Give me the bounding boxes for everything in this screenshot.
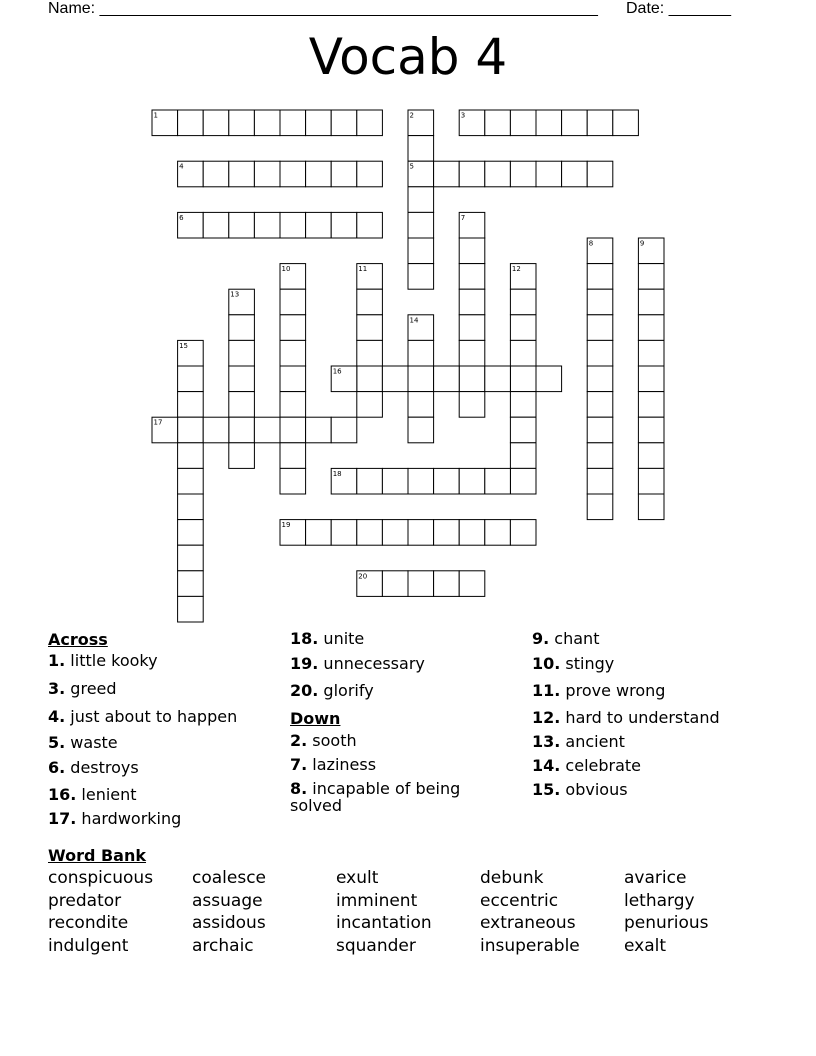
grid-cell[interactable]	[357, 520, 383, 546]
grid-cell[interactable]	[638, 392, 664, 418]
grid-cell[interactable]	[280, 212, 306, 238]
grid-cell[interactable]	[280, 417, 306, 443]
grid-cell[interactable]	[178, 468, 204, 494]
grid-cell[interactable]	[280, 366, 306, 392]
clue-number: 16.	[48, 785, 77, 804]
grid-cell[interactable]	[331, 161, 357, 187]
grid-cell[interactable]	[280, 110, 306, 136]
grid-cell[interactable]	[382, 468, 408, 494]
clue-number: 14.	[532, 756, 561, 775]
clue-text: just about to happen	[65, 707, 238, 726]
grid-cell[interactable]	[331, 212, 357, 238]
grid-cell[interactable]	[229, 443, 255, 469]
grid-cell[interactable]	[178, 571, 204, 597]
clue-text: chant	[549, 629, 600, 648]
grid-cell[interactable]	[357, 340, 383, 366]
grid-cell[interactable]	[408, 366, 434, 392]
grid-cell[interactable]	[229, 417, 255, 443]
grid-cell[interactable]	[408, 136, 434, 162]
word-bank-item: assuage	[192, 891, 263, 911]
clue-text: little kooky	[65, 651, 158, 670]
word-bank-item: predator	[48, 891, 122, 911]
grid-cell[interactable]	[638, 494, 664, 520]
grid-cell[interactable]	[331, 417, 357, 443]
grid-cell[interactable]	[510, 110, 536, 136]
clue-number-label: 16	[332, 367, 342, 376]
clue-item	[290, 732, 357, 749]
clue-text: lenient	[76, 785, 137, 804]
grid-cell[interactable]	[408, 340, 434, 366]
grid-cell[interactable]	[280, 468, 306, 494]
clue-number-label: 12	[511, 265, 521, 274]
grid-cell[interactable]	[510, 340, 536, 366]
clue-text: incapable of being solved	[290, 779, 461, 815]
grid-cell[interactable]	[459, 392, 485, 418]
grid-cell[interactable]	[638, 264, 664, 290]
down-heading: Down	[290, 709, 341, 728]
grid-cell[interactable]	[357, 392, 383, 418]
grid-cell[interactable]	[357, 289, 383, 315]
grid-cell[interactable]	[382, 571, 408, 597]
clue-item	[532, 781, 628, 798]
clue-text: destroys	[65, 758, 139, 777]
date-field-label: Date: _______	[626, 0, 731, 17]
grid-cell[interactable]	[306, 110, 332, 136]
grid-cell[interactable]	[357, 366, 383, 392]
grid-cell[interactable]	[357, 110, 383, 136]
grid-cell[interactable]	[536, 110, 562, 136]
grid-cell[interactable]	[587, 289, 613, 315]
grid-cell[interactable]	[434, 366, 460, 392]
grid-cell[interactable]	[229, 161, 255, 187]
clue-number: 10.	[532, 654, 561, 673]
grid-cell[interactable]	[510, 392, 536, 418]
grid-cell[interactable]	[254, 212, 280, 238]
grid-cell[interactable]	[613, 110, 639, 136]
word-bank-item: lethargy	[624, 891, 695, 911]
grid-cell[interactable]	[638, 289, 664, 315]
grid-cell[interactable]	[178, 366, 204, 392]
grid-cell[interactable]	[485, 161, 511, 187]
clue-number: 7.	[290, 755, 308, 774]
grid-cell[interactable]	[280, 289, 306, 315]
grid-cell[interactable]	[638, 468, 664, 494]
clue-text: greed	[65, 679, 117, 698]
grid-cell[interactable]	[587, 494, 613, 520]
clue-number-label: 19	[281, 521, 291, 530]
grid-cell[interactable]	[485, 366, 511, 392]
grid-cell[interactable]	[434, 571, 460, 597]
grid-cell[interactable]	[254, 161, 280, 187]
word-bank-item: recondite	[48, 913, 129, 933]
grid-cell[interactable]	[485, 110, 511, 136]
grid-cell[interactable]	[459, 340, 485, 366]
clue-number-label: 13	[230, 290, 240, 299]
grid-cell[interactable]	[638, 417, 664, 443]
grid-cell[interactable]	[229, 110, 255, 136]
grid-cell[interactable]	[510, 289, 536, 315]
word-bank-item: eccentric	[480, 891, 559, 911]
grid-cell[interactable]	[587, 417, 613, 443]
grid-cell[interactable]	[178, 545, 204, 571]
grid-cell[interactable]	[510, 520, 536, 546]
clue-item	[532, 682, 665, 699]
clue-number-label: 5	[409, 162, 414, 171]
grid-cell[interactable]	[510, 417, 536, 443]
word-bank-item: penurious	[624, 913, 709, 933]
clue-item	[290, 682, 374, 699]
grid-cell[interactable]	[485, 468, 511, 494]
grid-cell[interactable]	[587, 315, 613, 341]
clue-number-label: 10	[281, 265, 291, 274]
clue-text: waste	[65, 733, 118, 752]
grid-cell[interactable]	[229, 366, 255, 392]
clue-text: obvious	[560, 780, 628, 799]
grid-cell[interactable]	[510, 161, 536, 187]
page-title: Vocab 4	[308, 28, 508, 86]
name-field-label: Name: ________________________________________________________	[48, 0, 598, 17]
grid-cell[interactable]	[536, 366, 562, 392]
clue-number-label: 20	[358, 572, 368, 581]
grid-cell[interactable]	[459, 161, 485, 187]
grid-cell[interactable]	[459, 571, 485, 597]
grid-cell[interactable]	[178, 417, 204, 443]
clue-number-label: 2	[409, 111, 414, 120]
word-bank-item: incantation	[336, 913, 432, 933]
clue-item	[532, 757, 641, 774]
clue-number: 5.	[48, 733, 66, 752]
clue-text: sooth	[307, 731, 357, 750]
grid-cell[interactable]	[408, 468, 434, 494]
clue-number: 12.	[532, 708, 561, 727]
grid-cell[interactable]	[459, 315, 485, 341]
clue-item	[532, 709, 720, 726]
grid-cell[interactable]	[434, 520, 460, 546]
clue-number: 20.	[290, 681, 319, 700]
grid-cell[interactable]	[408, 417, 434, 443]
grid-cell[interactable]	[638, 315, 664, 341]
word-bank-heading: Word Bank	[48, 846, 147, 865]
clue-number: 18.	[290, 629, 319, 648]
grid-cell[interactable]	[459, 366, 485, 392]
clue-number-label: 1	[153, 111, 158, 120]
grid-cell[interactable]	[306, 417, 332, 443]
grid-cell[interactable]	[203, 110, 229, 136]
grid-cell[interactable]	[408, 520, 434, 546]
grid-cell[interactable]	[254, 110, 280, 136]
grid-cell[interactable]	[382, 366, 408, 392]
grid-cell[interactable]	[280, 340, 306, 366]
grid-cell[interactable]	[459, 468, 485, 494]
grid-cell[interactable]	[357, 212, 383, 238]
grid-cell[interactable]	[331, 110, 357, 136]
clue-number: 8.	[290, 779, 308, 798]
grid-cell[interactable]	[459, 264, 485, 290]
clue-item	[290, 780, 480, 814]
clue-item	[48, 652, 158, 669]
clue-text: ancient	[560, 732, 625, 751]
grid-cell[interactable]	[203, 161, 229, 187]
grid-cell[interactable]	[280, 161, 306, 187]
word-bank-item: imminent	[336, 891, 418, 911]
grid-cell[interactable]	[408, 187, 434, 213]
grid-cell[interactable]	[408, 264, 434, 290]
word-bank-item: conspicuous	[48, 868, 154, 888]
grid-cell[interactable]	[434, 161, 460, 187]
clue-number: 6.	[48, 758, 66, 777]
clue-number-label: 8	[588, 239, 594, 248]
clue-item	[532, 630, 599, 647]
word-bank-item: insuperable	[480, 936, 580, 956]
grid-cell[interactable]	[280, 315, 306, 341]
grid-cell[interactable]	[357, 468, 383, 494]
clue-number: 9.	[532, 629, 550, 648]
clue-number: 2.	[290, 731, 308, 750]
grid-cell[interactable]	[306, 161, 332, 187]
grid-cell[interactable]	[434, 468, 460, 494]
grid-cell[interactable]	[562, 161, 588, 187]
grid-cell[interactable]	[280, 392, 306, 418]
grid-cell[interactable]	[229, 392, 255, 418]
word-bank-item: debunk	[480, 868, 544, 888]
clue-item	[532, 733, 625, 750]
clue-number: 17.	[48, 809, 77, 828]
grid-cell[interactable]	[306, 520, 332, 546]
clue-text: celebrate	[560, 756, 642, 775]
clue-item	[290, 655, 425, 672]
grid-cell[interactable]	[229, 315, 255, 341]
clue-number: 13.	[532, 732, 561, 751]
clue-text: hardworking	[76, 809, 182, 828]
clue-text: unnecessary	[318, 654, 425, 673]
grid-cell[interactable]	[510, 366, 536, 392]
clue-item	[48, 786, 137, 803]
clue-item	[48, 734, 118, 751]
clue-number-label: 4	[179, 162, 184, 171]
clue-text: glorify	[318, 681, 374, 700]
grid-cell[interactable]	[510, 315, 536, 341]
grid-cell[interactable]	[587, 443, 613, 469]
grid-cell[interactable]	[587, 264, 613, 290]
grid-cell[interactable]	[638, 366, 664, 392]
grid-cell[interactable]	[382, 520, 408, 546]
grid-cell[interactable]	[459, 238, 485, 264]
clue-item	[48, 708, 237, 725]
clue-number: 3.	[48, 679, 66, 698]
clue-item	[48, 759, 139, 776]
word-bank-item: assidous	[192, 913, 266, 933]
grid-cell[interactable]	[587, 366, 613, 392]
clue-item	[48, 680, 117, 697]
clue-number-label: 18	[332, 469, 342, 478]
grid-cell[interactable]	[638, 340, 664, 366]
clue-text: prove wrong	[560, 681, 666, 700]
clue-item	[48, 810, 181, 827]
grid-cell[interactable]	[178, 392, 204, 418]
word-bank-item: indulgent	[48, 936, 129, 956]
grid-cell[interactable]	[178, 520, 204, 546]
grid-cell[interactable]	[587, 110, 613, 136]
grid-cell[interactable]	[510, 443, 536, 469]
grid-cell[interactable]	[357, 315, 383, 341]
clue-number-label: 14	[409, 316, 419, 325]
grid-cell[interactable]	[562, 110, 588, 136]
word-bank-item: exalt	[624, 936, 667, 956]
grid-cell[interactable]	[510, 468, 536, 494]
clue-text: laziness	[307, 755, 377, 774]
clue-number-label: 9	[639, 239, 645, 248]
grid-cell[interactable]	[408, 392, 434, 418]
grid-cell[interactable]	[178, 110, 204, 136]
clue-text: stingy	[560, 654, 615, 673]
grid-cell[interactable]	[178, 494, 204, 520]
word-bank-item: coalesce	[192, 868, 267, 888]
clue-number: 1.	[48, 651, 66, 670]
word-bank-item: archaic	[192, 936, 254, 956]
clue-number-label: 15	[179, 341, 189, 350]
clue-item	[290, 630, 364, 647]
word-bank-item: extraneous	[480, 913, 576, 933]
grid-cell[interactable]	[587, 392, 613, 418]
word-bank-item: squander	[336, 936, 416, 956]
grid-cell[interactable]	[638, 443, 664, 469]
grid-cell[interactable]	[587, 161, 613, 187]
clue-number: 19.	[290, 654, 319, 673]
grid-cell[interactable]	[229, 340, 255, 366]
grid-cell[interactable]	[536, 161, 562, 187]
clue-text: unite	[318, 629, 365, 648]
grid-cell[interactable]	[280, 443, 306, 469]
clue-number-label: 17	[153, 418, 163, 427]
clue-item	[532, 655, 614, 672]
grid-cell[interactable]	[357, 161, 383, 187]
clue-number-label: 7	[460, 213, 466, 222]
grid-cell[interactable]	[178, 443, 204, 469]
clue-number-label: 6	[179, 213, 184, 222]
grid-cell[interactable]	[485, 520, 511, 546]
grid-cell[interactable]	[408, 238, 434, 264]
grid-cell[interactable]	[306, 212, 332, 238]
clue-number-label: 3	[460, 111, 466, 120]
across-heading: Across	[48, 630, 108, 649]
grid-cell[interactable]	[254, 417, 280, 443]
word-bank-item: exult	[336, 868, 379, 888]
grid-cell[interactable]	[229, 212, 255, 238]
grid-cell[interactable]	[178, 596, 204, 622]
grid-cell[interactable]	[203, 212, 229, 238]
grid-cell[interactable]	[459, 289, 485, 315]
grid-cell[interactable]	[408, 212, 434, 238]
word-bank-item: avarice	[624, 868, 687, 888]
grid-cell[interactable]	[408, 571, 434, 597]
clue-number: 15.	[532, 780, 561, 799]
clue-text: hard to understand	[560, 708, 720, 727]
grid-cell[interactable]	[587, 340, 613, 366]
clue-item	[290, 756, 376, 773]
grid-cell[interactable]	[459, 520, 485, 546]
clue-number: 4.	[48, 707, 66, 726]
clue-number: 11.	[532, 681, 561, 700]
grid-cell[interactable]	[331, 520, 357, 546]
clue-number-label: 11	[358, 265, 368, 274]
grid-cell[interactable]	[587, 468, 613, 494]
grid-cell[interactable]	[203, 417, 229, 443]
